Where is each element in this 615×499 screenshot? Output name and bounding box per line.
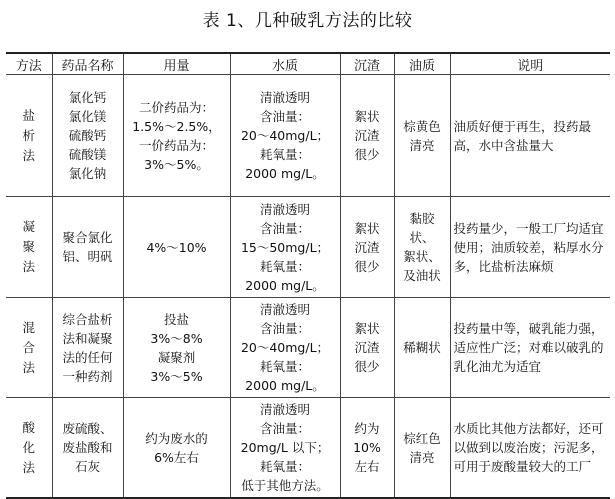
note-cell [450,398,610,499]
note-text: 水质比其他方法都好，还可以做到以废治废；污泥多，可用于废酸量较大的工厂 [453,421,604,474]
sediment-cell [340,75,394,197]
oil-quality-line: 状、 [409,230,435,245]
water-quality-line: 耗氧量： [259,147,310,162]
chemical-line: 法的任何 [62,349,113,365]
chemical-line: 聚合氯化 [62,230,113,245]
oil-quality-line: 棕黄色 [403,118,441,134]
header-method: 方法 [6,53,52,75]
chemical-line: 硫酸镁 [68,147,107,162]
sediment-line: 10% [353,440,381,455]
sediment-line: 沉渣 [354,128,380,143]
header-sediment: 沉渣 [340,53,394,75]
chemical-line: 石灰 [74,459,100,474]
sediment-line: 絮状 [354,321,380,336]
chemicals-cell [52,398,123,499]
sediment-cell [340,398,394,499]
dosage-cell [123,398,230,499]
dosage-line: 一价药品为： [138,137,214,153]
sediment-line: 约为 [354,421,380,436]
water-quality-line: 2000 mg/L。 [245,277,325,293]
dosage-line: 凝聚剂 [157,349,196,365]
note-text: 油质好便于再生，投药最高，水中含盐量大 [453,118,592,153]
oil-quality-cell [394,398,450,499]
oil-quality-line: 清亮 [409,449,435,465]
dosage-line: 3%～5% [150,368,203,384]
chemical-line: 一种药剂 [62,368,113,384]
note-cell [450,298,610,398]
water-quality-line: 含油量： [259,321,310,336]
sediment-line: 沉渣 [354,340,380,355]
header-dosage: 用量 [123,53,230,75]
oil-quality-cell [394,75,450,197]
header-chemicals: 药品名称 [52,53,123,75]
water-quality-line: 含油量： [259,421,310,436]
water-quality-line: 含油量： [259,220,310,236]
dosage-line: 3%～8% [150,330,203,346]
oil-quality-cell [394,197,450,298]
sediment-line: 很少 [354,359,380,374]
oil-quality-line: 絮状、 [403,249,441,264]
water-quality-line: 2000 mg/L。 [245,166,325,181]
chemical-line: 氯化钠 [68,166,107,181]
dosage-line: 3%～5%。 [144,156,209,172]
method-cell [6,298,52,398]
comparison-table [6,52,610,499]
chemical-line: 废硫酸、 [62,421,113,436]
oil-quality-line: 棕红色 [403,430,441,446]
table-row [6,398,610,499]
water-quality-cell [230,398,340,499]
sediment-line: 很少 [354,147,380,162]
water-quality-line: 20～40mg/L； [240,128,330,143]
chemicals-cell [52,197,123,298]
sediment-cell [340,197,394,298]
sediment-line: 沉渣 [354,239,380,255]
oil-quality-cell [394,298,450,398]
water-quality-line: 清澈透明 [259,402,310,417]
table-row [6,197,610,298]
header-row [6,53,610,75]
method-label: 酸化法 [22,419,35,475]
dosage-line: 二价药品为： [138,99,214,115]
water-quality-line: 20mg/L 以下； [240,440,330,455]
water-quality-line: 耗氧量： [259,459,310,474]
chemicals-cell [52,298,123,398]
sediment-line: 很少 [354,258,380,274]
dosage-line: 约为废水的 [145,430,208,446]
oil-quality-line: 及油状 [403,268,441,283]
header-oil: 油质 [394,53,450,75]
water-quality-line: 2000 mg/L。 [245,378,325,393]
dosage-cell [123,298,230,398]
oil-quality-line: 稀糊状 [403,340,441,355]
water-quality-cell [230,197,340,298]
dosage-cell [123,197,230,298]
header-note: 说明 [450,53,610,75]
water-quality-line: 耗氧量： [259,258,310,274]
chemical-line: 硫酸钙 [68,128,107,143]
dosage-line: 4%～10% [146,239,207,255]
chemical-line: 氯化镁 [68,109,107,124]
water-quality-line: 清澈透明 [259,302,310,317]
sediment-cell [340,298,394,398]
sediment-line: 左右 [354,459,380,474]
water-quality-line: 清澈透明 [259,90,310,105]
method-cell [6,75,52,197]
water-quality-line: 低于其他方法。 [241,478,329,493]
table-row [6,75,610,197]
method-label: 凝聚法 [22,219,35,274]
note-text: 投药量少，一般工厂均适宜使用；油质较差，粘厚水分多，比盐析法麻烦 [453,220,604,274]
method-label: 混合法 [22,319,35,375]
chemical-line: 氯化钙 [68,90,107,105]
note-text: 投药量中等，破乳能力强，适应性广泛；对难以破乳的乳化油尤为适宜 [453,321,604,374]
method-cell [6,398,52,499]
water-quality-cell [230,75,340,197]
water-quality-line: 15～50mg/L； [240,239,330,255]
chemical-line: 铝、明矾 [62,249,113,264]
water-quality-line: 耗氧量： [259,359,310,374]
chemical-line: 法和凝聚 [62,330,113,346]
table-title: 表 1、几种破乳方法的比较 [202,11,413,31]
table-row [6,298,610,398]
sediment-line: 絮状 [354,220,380,236]
note-cell [450,197,610,298]
sediment-line: 絮状 [354,109,380,124]
oil-quality-line: 黏胶 [409,211,435,226]
chemical-line: 综合盐析 [62,311,113,327]
header-water: 水质 [230,53,340,75]
water-quality-line: 清澈透明 [259,201,310,217]
dosage-line: 6%左右 [154,449,199,465]
water-quality-line: 20～40mg/L； [240,340,330,355]
method-label: 盐析法 [22,107,35,163]
chemical-line: 废盐酸和 [62,440,113,455]
water-quality-cell [230,298,340,398]
note-cell [450,75,610,197]
water-quality-line: 含油量： [259,109,310,124]
dosage-line: 1.5%～2.5%， [132,118,221,134]
chemicals-cell [52,75,123,197]
oil-quality-line: 清亮 [409,137,435,153]
method-cell [6,197,52,298]
dosage-line: 投盐 [163,311,189,327]
dosage-cell [123,75,230,197]
